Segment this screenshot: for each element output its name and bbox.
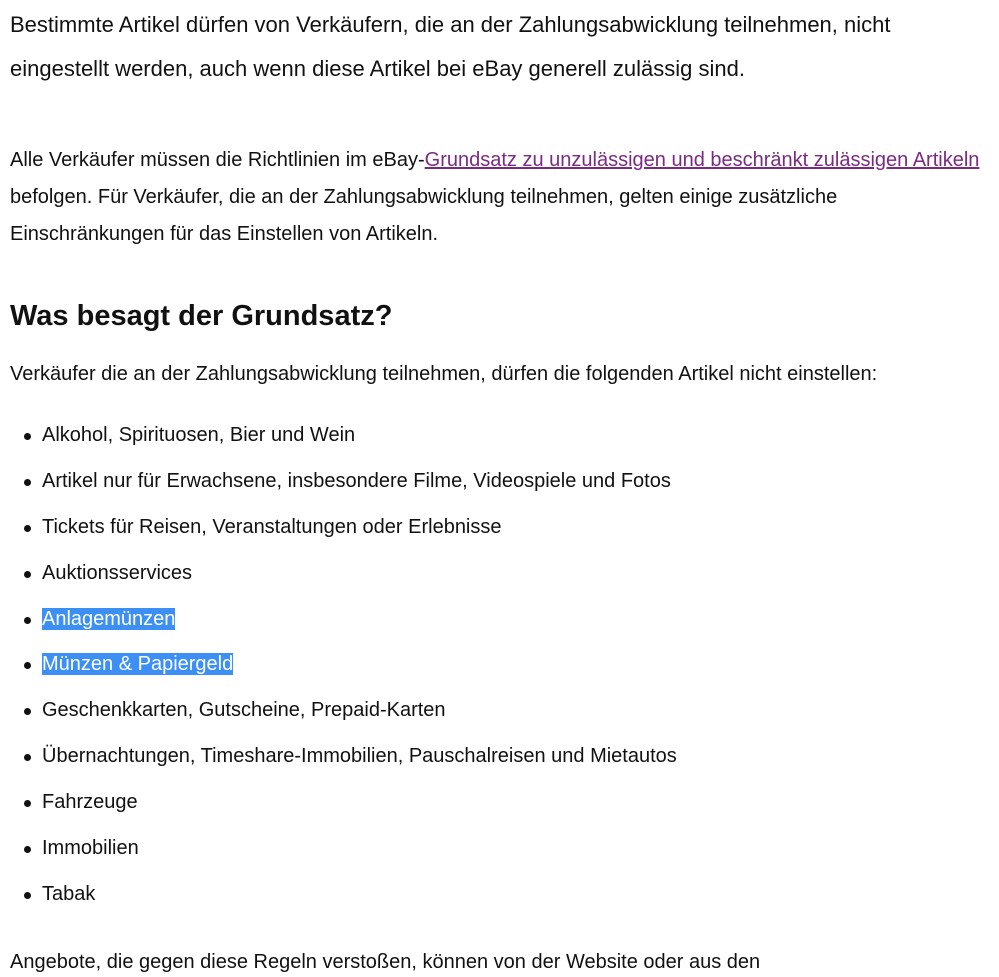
item-text: Übernachtungen, Timeshare-Immobilien, Pauschalreisen und Mietautos bbox=[42, 745, 677, 768]
prohibited-items-list bbox=[0, 420, 677, 925]
list-item bbox=[0, 558, 677, 588]
item-text: Tabak bbox=[42, 882, 96, 905]
list-item bbox=[0, 695, 677, 725]
rules-text-before: Alle Verkäufer müssen die Richtlinien im eBay- bbox=[10, 149, 425, 171]
item-text: Artikel nur für Erwachsene, insbesondere Filme, Videospiele und Fotos bbox=[42, 469, 671, 492]
outro-paragraph: Angebote, die gegen diese Regeln verstoßen, können von der Website oder aus den bbox=[10, 951, 761, 973]
item-text: Immobilien bbox=[42, 837, 139, 860]
item-text: Auktionsservices bbox=[42, 561, 193, 584]
list-item bbox=[0, 879, 677, 909]
list-item bbox=[0, 787, 677, 817]
rules-paragraph bbox=[10, 142, 995, 253]
item-text: Tickets für Reisen, Veranstaltungen oder Erlebnisse bbox=[42, 515, 502, 538]
rules-text-after: befolgen. Für Verkäufer, die an der Zahlungsabwicklung teilnehmen, gelten einige zusätzliche Einschränkungen für das Einstellen von Artikeln. bbox=[10, 186, 838, 245]
intro-paragraph: Bestimmte Artikel dürfen von Verkäufern, die an der Zahlungsabwicklung teilnehmen, nicht eingestellt werden, auch wenn diese Artikel bei eBay generell zulässig sind. bbox=[10, 12, 891, 81]
list-item bbox=[0, 649, 677, 679]
list-item bbox=[0, 604, 677, 634]
section-heading: Was besagt der Grundsatz? bbox=[10, 300, 393, 332]
list-item bbox=[0, 512, 677, 542]
policy-link[interactable]: Grundsatz zu unzulässigen und beschränkt zulässigen Artikeln bbox=[424, 149, 980, 171]
list-item bbox=[0, 466, 677, 496]
item-text: Geschenkkarten, Gutscheine, Prepaid-Karten bbox=[42, 699, 446, 722]
list-item bbox=[0, 420, 677, 450]
list-intro: Verkäufer die an der Zahlungsabwicklung teilnehmen, dürfen die folgenden Artikel nicht einstellen: bbox=[10, 363, 878, 385]
list-item bbox=[0, 741, 677, 771]
item-text-selected: Anlagemünzen bbox=[42, 607, 176, 630]
item-text: Fahrzeuge bbox=[42, 791, 138, 814]
item-text-selected: Münzen & Papiergeld bbox=[42, 653, 234, 676]
item-text: Alkohol, Spirituosen, Bier und Wein bbox=[42, 424, 356, 446]
list-item bbox=[0, 833, 677, 863]
